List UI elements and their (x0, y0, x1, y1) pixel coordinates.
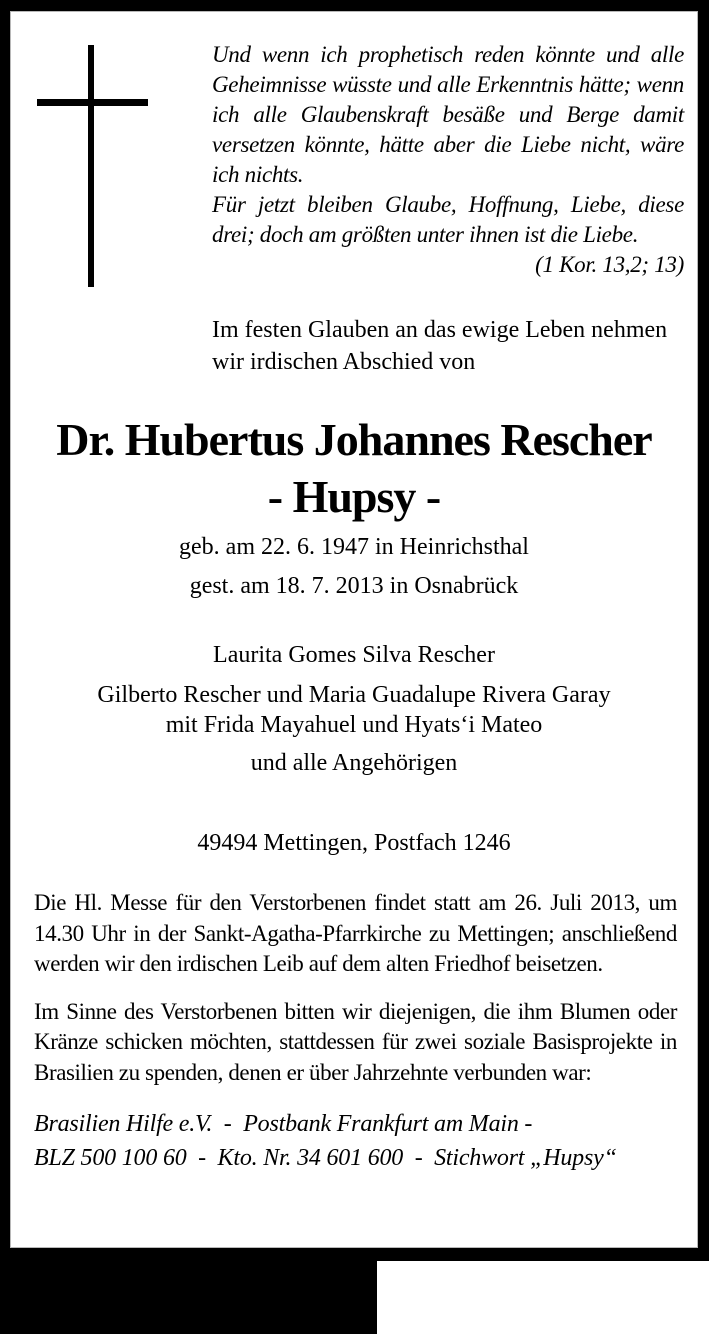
service-notice: Die Hl. Messe für den Verstorbenen findet statt am 26. Juli 2013, um 14.30 Uhr in der Sankt-Agatha-Pfarrkirche zu Mettingen; anschließend werden wir den irdischen Leib auf dem alten Friedhof beisetzen. (34, 890, 677, 977)
deceased-name: Dr. Hubertus Johannes Rescher (56, 414, 652, 465)
cross-icon (37, 45, 148, 287)
death-date: gest. am 18. 7. 2013 in Osnabrück (189, 573, 519, 599)
donation-notice: Im Sinne des Verstorbenen bitten wir diejenigen, die ihm Blumen oder Kränze schicken möchten, stattdessen für zwei soziale Basisprojekte in Brasilien zu spenden, denen er über Jahrzehnte verbunden war: (34, 998, 677, 1085)
notices-section (34, 888, 677, 1175)
mourner-line: und alle Angehörigen (250, 750, 458, 776)
cross-horizontal-bar (37, 99, 148, 106)
bible-quote-paragraph-2: Für jetzt bleiben Glaube, Hoffnung, Liebe, diese drei; doch am größten unter ihnen ist die Liebe. (212, 192, 684, 247)
mourner-line: mit Frida Mayahuel und Hyats‘i Mateo (165, 712, 543, 738)
deceased-nickname: - Hupsy - (267, 471, 441, 522)
obituary-card (11, 12, 697, 1247)
life-dates (11, 532, 697, 601)
postal-address: 49494 Mettingen, Postfach 1246 (197, 830, 511, 856)
deceased-name-block (11, 411, 697, 525)
mourner-line: Laurita Gomes Silva Rescher (213, 642, 495, 668)
bank-line: Brasilien Hilfe e.V. - Postbank Frankfurt am Main - (34, 1110, 533, 1137)
bank-details (34, 1107, 677, 1175)
cross-vertical-bar (88, 45, 94, 287)
bible-quote (212, 40, 684, 280)
bank-line: BLZ 500 100 60 - Kto. Nr. 34 601 600 - Stichwort „Hupsy“ (34, 1144, 617, 1171)
intro-text: Im festen Glauben an das ewige Leben nehmen wir irdischen Abschied von (212, 317, 668, 375)
mourners-section (11, 640, 697, 858)
bottom-right-white-block (377, 1261, 709, 1334)
mourner-line: Gilberto Rescher und Maria Guadalupe Rivera Garay (97, 682, 611, 708)
bible-quote-paragraph-1: Und wenn ich prophetisch reden könnte und alle Geheimnisse wüsste und alle Erkenntnis hätte; wenn ich alle Glaubenskraft besäße und Berge damit versetzen könnte, hätte aber die Liebe nicht, wäre ich nichts. (212, 42, 684, 187)
bible-quote-citation: (1 Kor. 13,2; 13) (535, 252, 684, 277)
birth-date: geb. am 22. 6. 1947 in Heinrichsthal (179, 534, 529, 560)
